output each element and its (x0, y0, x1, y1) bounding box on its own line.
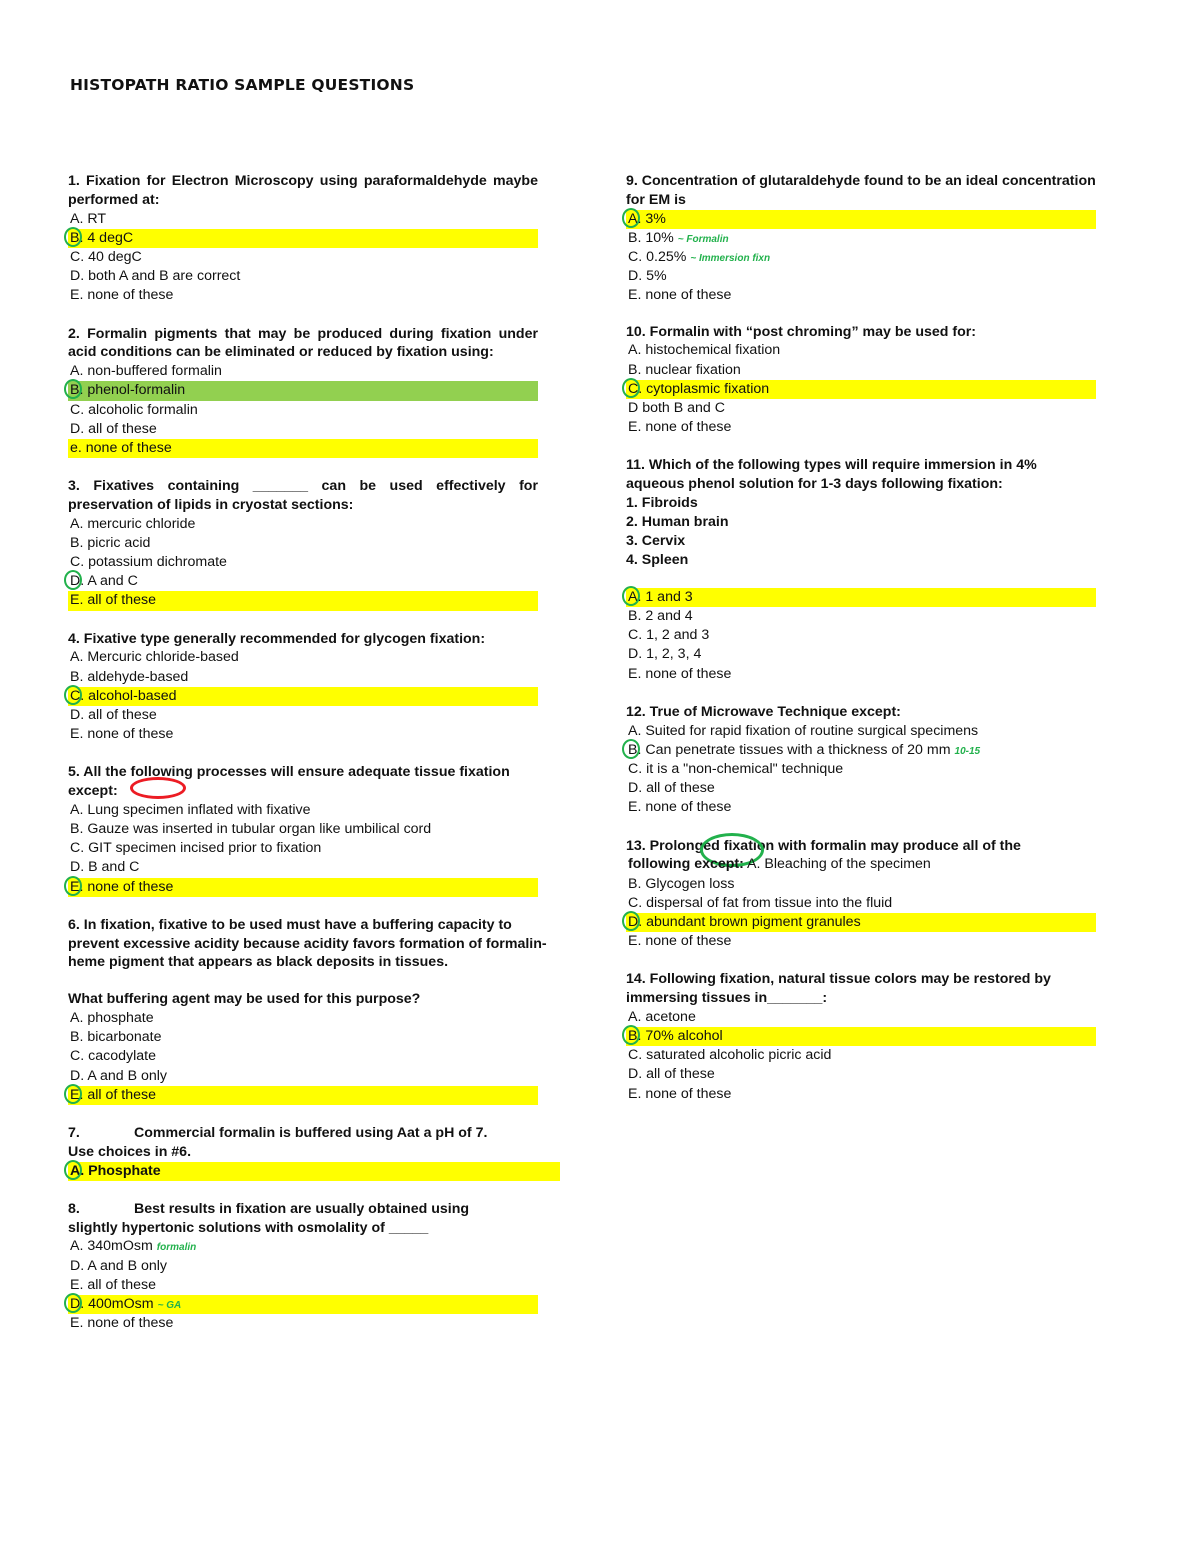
option-d: D. A and B only (70, 1257, 168, 1274)
handwritten-note: formalin (156, 1242, 197, 1254)
option-e: E. all of these (70, 1276, 156, 1293)
option-c: C. GIT specimen incised prior to fixation (70, 840, 322, 857)
option-text: A. 340mOsm (70, 1238, 153, 1255)
answer-circle-mark (622, 378, 640, 398)
option-b: B. nuclear fixation (628, 361, 741, 378)
question-stem: 5. All the following processes will ensure adequate tissue fixation except: (68, 764, 510, 800)
option-e: E. none of these (628, 799, 732, 816)
option-text: B. 70% alcohol (628, 1028, 723, 1045)
list-item: 4. Spleen (626, 551, 689, 568)
question-text: following except: (628, 856, 744, 873)
option-d: D. all of these (628, 1066, 715, 1083)
option-d (68, 572, 538, 591)
option-b: B. bicarbonate (70, 1029, 162, 1046)
question-stem: 2. Formalin pigments that may be produced during fixation under acid conditions can be eliminated or reduced by fixation using: (68, 325, 538, 361)
option-c (626, 248, 1096, 267)
option-b: B. Glycogen loss (628, 875, 735, 892)
right-column (626, 172, 1096, 1123)
option-text: B. 10% (628, 229, 674, 246)
question-text: Commercial formalin is buffered using Aat a pH of 7. (134, 1124, 488, 1141)
question-text: Best results in fixation are usually obtained using (134, 1200, 470, 1217)
option-text: D. A and C (70, 573, 138, 590)
option-a: A. phosphate (70, 1010, 154, 1027)
option-b: B. 2 and 4 (628, 608, 693, 625)
option-a-answer (626, 210, 1096, 229)
list-item: 3. Cervix (626, 532, 686, 549)
spacer (626, 570, 1096, 588)
option-a-answer (626, 588, 1096, 607)
option-text: A. Phosphate (70, 1162, 161, 1179)
question-stem (68, 1124, 538, 1143)
answer-circle-mark (622, 911, 640, 931)
option-e-answer: e. none of these (68, 439, 538, 458)
option-a: A. mercuric chloride (70, 515, 196, 532)
answer-circle-mark (64, 876, 82, 896)
question-stem: 12. True of Microwave Technique except: (626, 703, 901, 720)
question-stem-line2 (626, 855, 1096, 874)
option-a (68, 1237, 538, 1256)
question-stem: 1. Fixation for Electron Microscopy using paraformaldehyde maybe performed at: (68, 173, 538, 208)
option-c: C. it is a "non-chemical" technique (628, 760, 844, 777)
option-e: E. none of these (628, 419, 732, 436)
option-text: E. none of these (70, 878, 174, 895)
answer-circle-mark (64, 227, 82, 247)
option-a: A. Mercuric chloride-based (70, 649, 239, 666)
option-d: D both B and C (628, 399, 726, 416)
question-5 (68, 763, 538, 897)
option-text: A. 1 and 3 (628, 588, 693, 605)
question-10 (626, 323, 1096, 438)
question-8 (68, 1200, 538, 1334)
option-c: C. dispersal of fat from tissue into the fluid (628, 894, 893, 911)
list-item: 1. Fibroids (626, 494, 698, 511)
option-c: C. potassium dichromate (70, 554, 227, 571)
option-c-answer (68, 687, 538, 706)
option-text: A. 3% (628, 210, 666, 227)
question-stem: 13. Prolonged fixation with formalin may produce all of the (626, 837, 1021, 854)
option-e: E. none of these (628, 933, 732, 950)
question-stem: 4. Fixative type generally recommended for glycogen fixation: (68, 630, 486, 647)
option-b-answer (68, 229, 538, 248)
option-d: D. 1, 2, 3, 4 (628, 646, 702, 663)
option-text: C. cytoplasmic fixation (628, 380, 770, 397)
option-a: A. histochemical fixation (628, 342, 781, 359)
option-b-answer (626, 1027, 1096, 1046)
page-title: HISTOPATH RATIO SAMPLE QUESTIONS (70, 76, 415, 94)
handwritten-note: ~ Formalin (677, 233, 729, 245)
question-stem-line2: Use choices in #6. (68, 1143, 192, 1160)
question-11 (626, 456, 1096, 684)
option-d: D. all of these (70, 420, 157, 437)
option-e-answer: E. all of these (68, 591, 538, 610)
answer-circle-mark (622, 208, 640, 228)
option-c: C. alcoholic formalin (70, 401, 198, 418)
answer-circle-mark (64, 1293, 82, 1313)
option-c-answer (626, 380, 1096, 399)
option-b (626, 229, 1096, 248)
question-1 (68, 172, 538, 306)
question-stem: 3. Fixatives containing _______ can be used effectively for preservation of lipids in cryostat sections: (68, 478, 538, 513)
option-d: D. 5% (628, 268, 667, 285)
option-e-answer (68, 878, 538, 897)
question-stem: 14. Following fixation, natural tissue colors may be restored by immersing tissues in_______: (626, 971, 1051, 1007)
handwritten-note: ~ Immersion fixn (690, 252, 771, 264)
answer-circle-mark (64, 1084, 82, 1104)
question-substem: What buffering agent may be used for this purpose? (68, 991, 421, 1008)
option-c: C. cacodylate (70, 1048, 156, 1065)
question-2 (68, 325, 538, 459)
option-a: A. Suited for rapid fixation of routine surgical specimens (628, 722, 979, 739)
option-e-2: E. none of these (70, 1315, 174, 1332)
option-b-highlight (68, 381, 538, 400)
answer-circle-mark (622, 1025, 640, 1045)
option-e: E. none of these (628, 287, 732, 304)
option-c: C. 1, 2 and 3 (628, 627, 710, 644)
option-text: E. all of these (70, 1086, 156, 1103)
question-stem-line2: slightly hypertonic solutions with osmolality of _____ (68, 1219, 429, 1236)
option-a: A. non-buffered formalin (70, 363, 222, 380)
handwritten-note: ~ GA (157, 1299, 182, 1311)
option-d-answer (68, 1295, 538, 1314)
question-stem: 9. Concentration of glutaraldehyde found to be an ideal concentration for EM is (626, 173, 1096, 208)
option-text: B. Can penetrate tissues with a thickness of 20 mm (628, 741, 951, 758)
answer-circle-mark (64, 685, 82, 705)
option-text: B. phenol-formalin (70, 382, 186, 399)
question-12 (626, 703, 1096, 818)
option-b: B. aldehyde-based (70, 668, 189, 685)
question-stem: 11. Which of the following types will require immersion in 4% aqueous phenol solution for 1-3 days following fixation: (626, 457, 1037, 493)
handwritten-note: 10-15 (954, 745, 981, 757)
question-3 (68, 477, 538, 611)
option-e: E. none of these (70, 287, 174, 304)
option-text: D. 400mOsm (70, 1295, 154, 1312)
option-d: D. both A and B are correct (70, 268, 241, 285)
option-b (626, 741, 1096, 760)
option-d: D. all of these (70, 706, 157, 723)
question-4 (68, 630, 538, 745)
option-text: C. alcohol-based (70, 687, 177, 704)
option-b: B. picric acid (70, 534, 151, 551)
option-c: C. 40 degC (70, 248, 142, 265)
question-9 (626, 172, 1096, 306)
option-a: A. Bleaching of the specimen (747, 856, 931, 873)
option-d: D. B and C (70, 859, 140, 876)
option-e: E. none of these (628, 665, 732, 682)
answer-highlight (68, 1162, 560, 1181)
question-6 (68, 916, 547, 1105)
left-column (68, 172, 547, 1352)
option-a: A. acetone (628, 1008, 696, 1025)
option-a: A. Lung specimen inflated with fixative (70, 801, 311, 818)
question-13 (626, 837, 1096, 952)
answer-circle-mark (622, 586, 640, 606)
question-stem: 6. In fixation, fixative to be used must have a buffering capacity to prevent excessive acidity because acidity favors formation of formalin-heme pigment that appears as black deposits in tissues. (68, 916, 547, 971)
question-number: 7. (68, 1124, 80, 1141)
option-text: C. 0.25% (628, 248, 687, 265)
list-item: 2. Human brain (626, 513, 729, 530)
option-e-answer (68, 1086, 538, 1105)
answer-circle-mark (622, 739, 640, 759)
question-stem: 10. Formalin with “post chroming” may be used for: (626, 323, 977, 340)
option-a: A. RT (70, 210, 107, 227)
option-text: B. 4 degC (70, 229, 134, 246)
option-d-answer (626, 913, 1096, 932)
option-d: D. A and B only (70, 1067, 168, 1084)
option-c: C. saturated alcoholic picric acid (628, 1047, 832, 1064)
question-14 (626, 970, 1096, 1104)
option-b: B. Gauze was inserted in tubular organ like umbilical cord (70, 821, 432, 838)
question-7 (68, 1124, 538, 1181)
option-e: E. none of these (628, 1085, 732, 1102)
option-d: D. all of these (628, 780, 715, 797)
answer-circle-mark (64, 1160, 82, 1180)
question-number: 8. (68, 1200, 80, 1217)
option-text: D. abundant brown pigment granules (628, 913, 861, 930)
question-stem (68, 1200, 538, 1219)
option-e: E. none of these (70, 726, 174, 743)
